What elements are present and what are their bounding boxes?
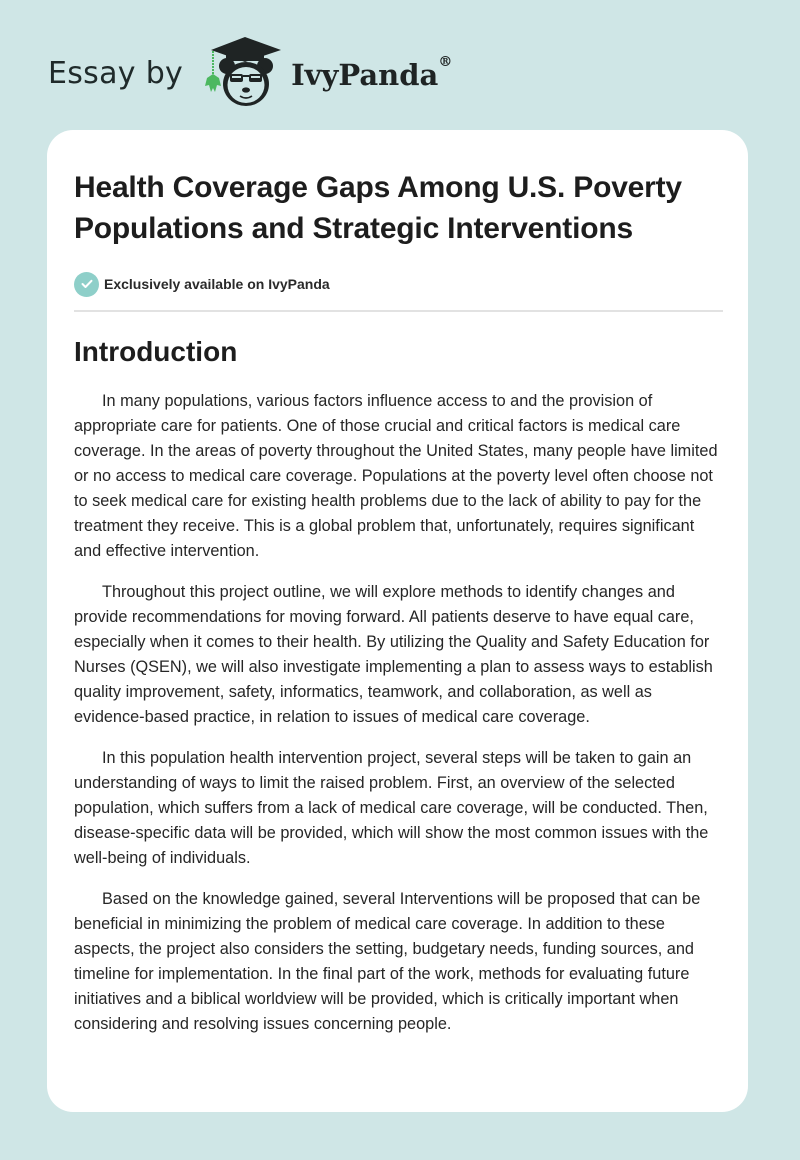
paragraph: In this population health intervention project, several steps will be taken to gain an understanding of ways to limit the raised problem. First, an overview of the selected population, which suffers from a lack of medical care coverage, will be conducted. Then, disease-specific data will be provided, which will show the most common issues with the well-being of individuals. xyxy=(74,749,709,867)
exclusive-badge xyxy=(74,271,724,297)
paragraph: Throughout this project outline, we will explore methods to identify changes and provide recommendations for moving forward. All patients deserve to have equal care, especially when it comes to their health. By utilizing the Quality and Safety Education for Nurses (QSEN), we will also investigate implementing a plan to assess ways to establish quality improvement, safety, informatics, teamwork, and collaboration, as well as evidence-based practice, in relation to issues of medical care coverage. xyxy=(74,583,713,726)
section-heading-introduction: Introduction xyxy=(74,336,238,367)
paragraph: Based on the knowledge gained, several Interventions will be proposed that can be beneficial in minimizing the problem of medical care coverage. In addition to these aspects, the project also considers the setting, budgetary needs, funding sources, and timeline for implementation. In the final part of the work, methods for evaluating future initiatives and a biblical worldview will be provided, which is critically important when considering and resolving issues concerning people. xyxy=(74,890,701,1033)
brand-text: IvyPanda xyxy=(291,58,439,92)
exclusive-label: Exclusively available on IvyPanda xyxy=(104,276,330,292)
essay-by-label: Essay by xyxy=(48,55,184,91)
divider xyxy=(74,310,723,312)
brand-name[interactable] xyxy=(291,54,453,92)
site-header xyxy=(48,34,452,110)
paragraph: In many populations, various factors influence access to and the provision of appropriate care for patients. One of those crucial and critical factors is medical care coverage. In the areas of poverty throughout the United States, many people have limited or no access to medical care coverage. Populations at the poverty level often choose not to seek medical care for existing health problems due to the lack of ability to pay for the treatment they receive. This is a global problem that, unfortunately, requires significant and effective intervention. xyxy=(74,392,718,560)
registered-mark: ® xyxy=(438,54,453,70)
panda-graduate-logo-icon[interactable] xyxy=(199,34,285,110)
essay-title: Health Coverage Gaps Among U.S. Poverty Populations and Strategic Interventions xyxy=(74,171,682,245)
essay-content xyxy=(74,130,724,1037)
check-circle-icon xyxy=(74,272,99,297)
essay-card xyxy=(47,130,748,1112)
